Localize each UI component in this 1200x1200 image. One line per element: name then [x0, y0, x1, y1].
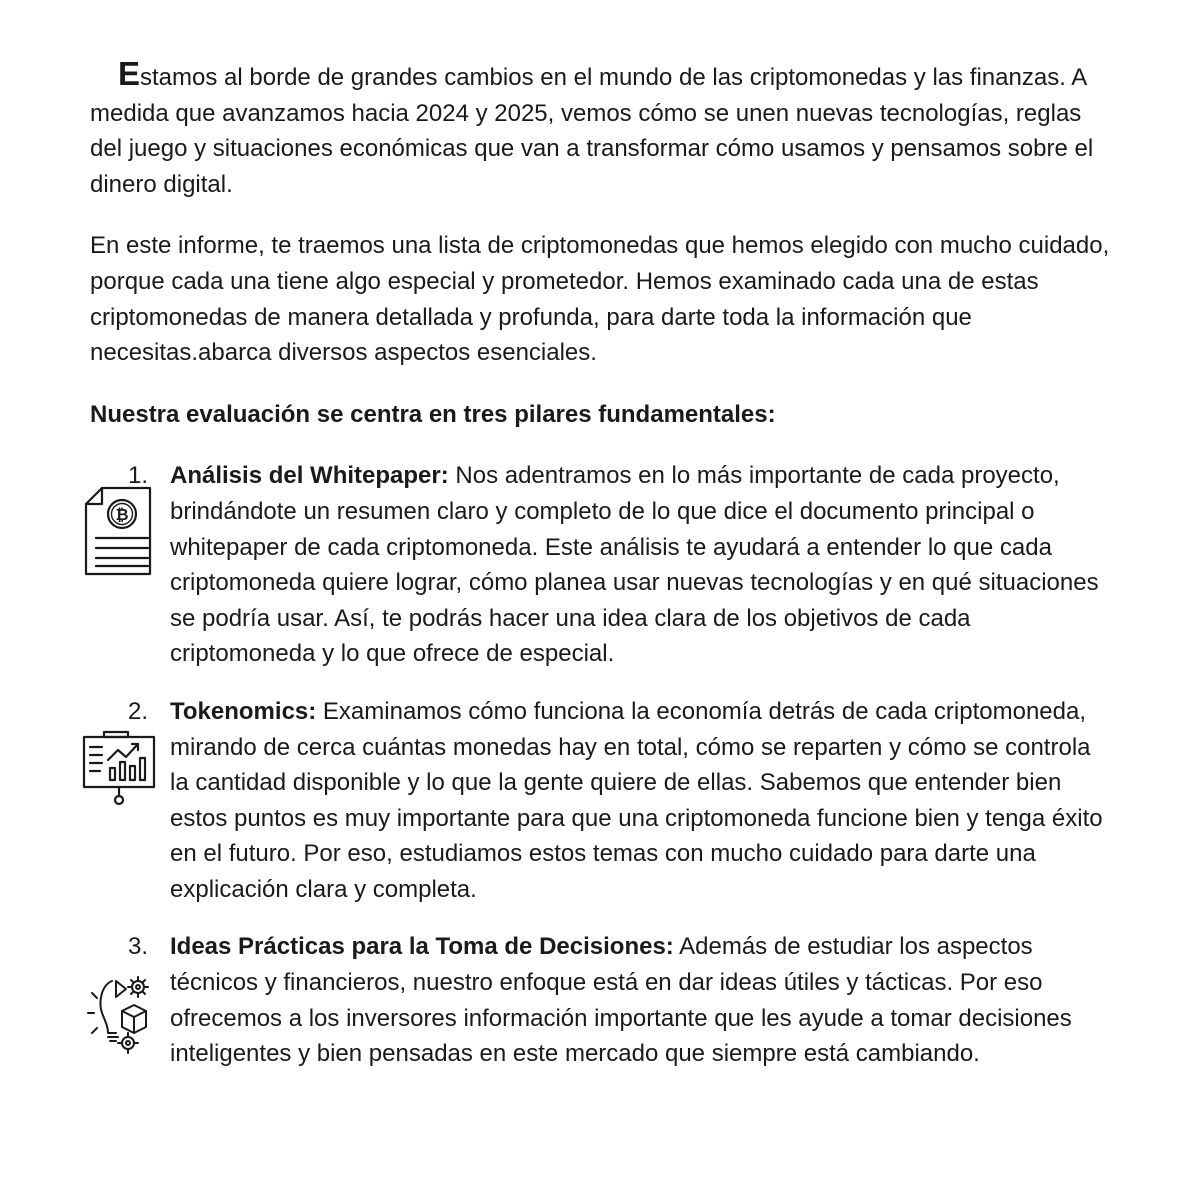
pillar-term: Tokenomics: — [170, 697, 317, 725]
intro-paragraph-2: En este informe, te traemos una lista de criptomonedas que hemos elegido con mucho cuidado, porque cada una tiene algo especial y prometedor. Hemos examinado cada una de estas criptomonedas de manera detallada y profunda, para darte toda la información que necesitas.abarca diversos aspectos esenciales. — [90, 232, 1110, 367]
pillar-item-tokenomics — [90, 694, 1110, 908]
svg-text:₿: ₿ — [115, 505, 129, 525]
pillars-list — [90, 458, 1110, 1072]
section-heading: Nuestra evaluación se centra en tres pilares fundamentales: — [90, 400, 776, 428]
pillar-description: Nos adentramos en lo más importante de cada proyecto, brindándote un resumen claro y completo de lo que dice el documento principal o whitepaper de cada criptomoneda. Este análisis te ayudará a entender lo que cada criptomoneda quiere lograr, cómo planea usar nuevas tecnologías y en qué situaciones se podría usar. Así, te podrás hacer una idea clara de los objetivos de cada criptomoneda y lo que ofrece de especial. — [170, 462, 1099, 668]
pillar-term: Análisis del Whitepaper: — [170, 462, 449, 490]
idea-gears-icon — [82, 971, 158, 1055]
bitcoin-document-icon — [82, 486, 158, 578]
pillar-description: Examinamos cómo funciona la economía detrás de cada criptomoneda, mirando de cerca cuántas monedas hay en total, cómo se reparten y cómo se controla la cantidad disponible y lo que la gente quiere de ellas. Sabemos que entender bien estos puntos es muy importante para que una criptomoneda funcione bien y tenga éxito en el futuro. Por eso, estudiamos estos temas con mucho cuidado para darte una explicación clara y completa. — [170, 697, 1103, 903]
pillar-description: Además de estudiar los aspectos técnicos y financieros, nuestro enfoque está en dar ideas útiles y tácticas. Por eso ofrecemos a los inversores información importante que les ayude a tomar decisiones inteligentes y bien pensadas en este mercado que siempre está cambiando. — [170, 933, 1072, 1068]
pillar-term: Ideas Prácticas para la Toma de Decisiones: — [170, 933, 674, 961]
chart-board-icon — [82, 730, 158, 810]
list-number: 3. — [128, 933, 149, 961]
intro-paragraph-1 — [90, 56, 1110, 202]
intro-paragraph-1-text: stamos al borde de grandes cambios en el mundo de las criptomonedas y las finanzas. A medida que avanzamos hacia 2024 y 2025, vemos cómo se unen nuevas tecnologías, reglas del juego y situaciones económicas que van a transformar cómo usamos y pensamos sobre el dinero digital. — [90, 64, 1094, 198]
pillar-item-whitepaper — [90, 458, 1110, 672]
list-number: 2. — [128, 697, 149, 725]
pillar-item-decisions — [90, 929, 1110, 1071]
drop-cap: E — [118, 55, 141, 92]
document-page — [90, 56, 1110, 1094]
list-number: 1. — [128, 462, 149, 490]
